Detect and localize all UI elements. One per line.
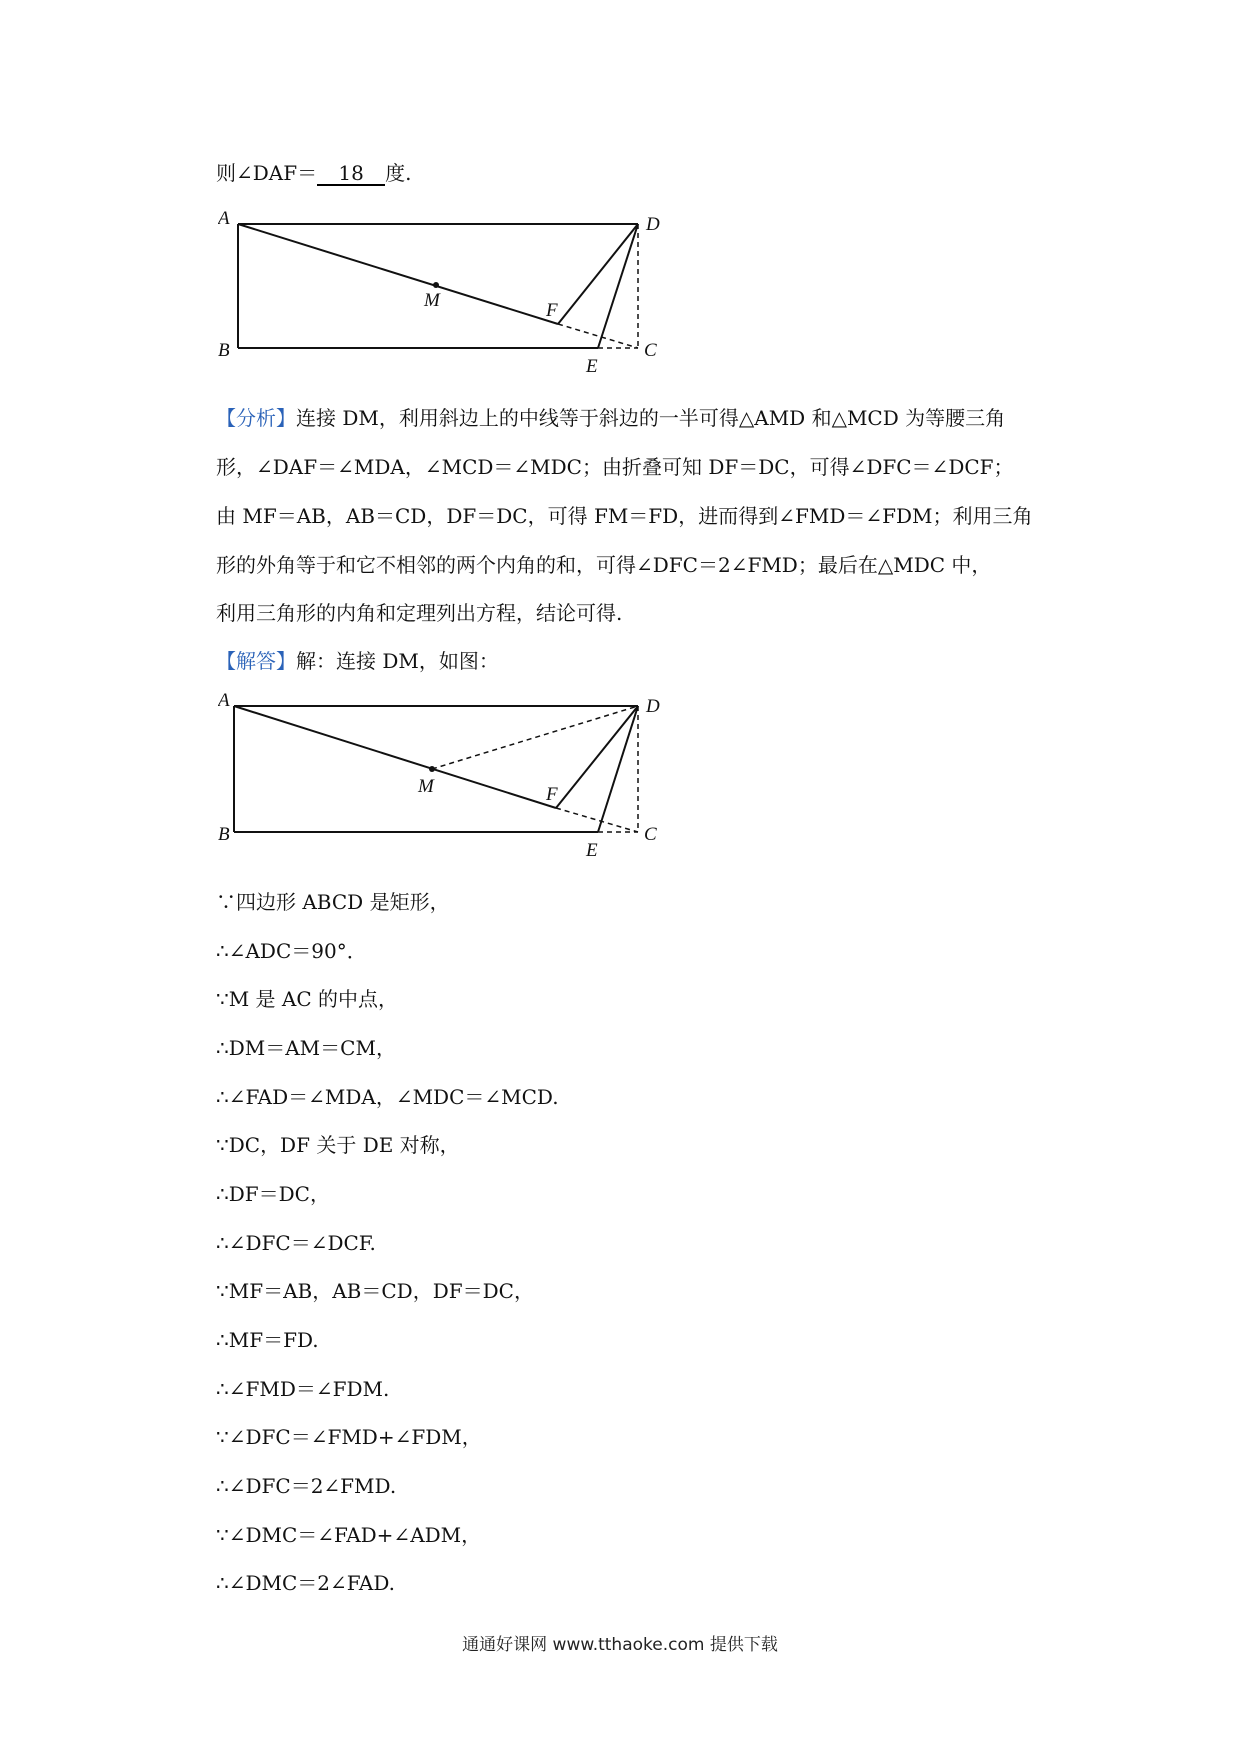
label-f: F: [546, 300, 558, 321]
analysis-line-5: 利用三角形的内角和定理列出方程，结论可得.: [216, 601, 623, 625]
segment-ed: [598, 224, 638, 348]
step-6: ∵DC，DF 关于 DE 对称，: [216, 1133, 460, 1157]
point-m: [433, 282, 439, 288]
step-8: ∴∠DFC＝∠DCF.: [216, 1231, 376, 1255]
step-15: ∴∠DMC＝2∠FAD.: [216, 1571, 396, 1595]
label-a: A: [218, 210, 230, 229]
segment-fd: [556, 706, 638, 808]
segment-af: [234, 706, 556, 808]
answer-blank: 18: [317, 162, 385, 186]
figure-2-diagram: [218, 692, 688, 862]
analysis-line-4: 形的外角等于和它不相邻的两个内角的和，可得∠DFC＝2∠FMD；最后在△MDC 中，: [216, 553, 992, 577]
step-2: ∴∠ADC＝90°．: [216, 939, 367, 963]
label-d: D: [646, 696, 660, 717]
step-11: ∴∠FMD＝∠FDM.: [216, 1377, 390, 1401]
figure-1: [218, 210, 688, 384]
step-4: ∴DM＝AM＝CM，: [216, 1036, 396, 1060]
segment-fc-dashed: [558, 324, 638, 348]
step-9: ∵MF＝AB，AB＝CD，DF＝DC，: [216, 1279, 534, 1303]
analysis-line-3: 由 MF＝AB，AB＝CD，DF＝DC，可得 FM＝FD，进而得到∠FMD＝∠FDM；利用三角: [216, 504, 1033, 528]
analysis-tag: 【分析】: [216, 406, 296, 430]
question-line: [216, 160, 411, 186]
step-12: ∵∠DFC＝∠FMD+∠FDM，: [216, 1425, 482, 1449]
step-5: ∴∠FAD＝∠MDA，∠MDC＝∠MCD.: [216, 1085, 559, 1109]
footer-watermark: 通通好课网 www.tthaoke.com 提供下载: [462, 1635, 778, 1655]
segment-ed: [598, 706, 638, 832]
analysis-text: 连接 DM，利用斜边上的中线等于斜边的一半可得△AMD 和△MCD 为等腰三角: [296, 406, 1006, 430]
solution-intro: 解：连接 DM，如图：: [296, 649, 499, 673]
label-b: B: [218, 340, 230, 361]
question-prefix: 则∠DAF＝: [216, 161, 318, 185]
question-suffix: 度.: [385, 161, 412, 185]
figure-1-diagram: [218, 210, 688, 380]
step-14: ∵∠DMC＝∠FAD+∠ADM，: [216, 1523, 482, 1547]
label-m: M: [418, 776, 434, 797]
label-c: C: [644, 824, 657, 845]
label-b: B: [218, 824, 230, 845]
figure-2: [218, 692, 688, 866]
segment-af: [238, 224, 558, 324]
label-e: E: [586, 356, 598, 377]
step-7: ∴DF＝DC，: [216, 1182, 330, 1206]
solution-line: [216, 648, 499, 674]
segment-md-dashed: [432, 706, 638, 769]
label-d: D: [646, 214, 660, 235]
label-e: E: [586, 840, 598, 861]
label-m: M: [424, 290, 440, 311]
analysis-line-2: 形，∠DAF＝∠MDA，∠MCD＝∠MDC；由折叠可知 DF＝DC，可得∠DFC＝∠DCF；: [216, 455, 1014, 479]
label-a: A: [218, 692, 230, 711]
point-m: [429, 766, 435, 772]
solution-tag: 【解答】: [216, 649, 296, 673]
label-f: F: [546, 784, 558, 805]
step-1: ∵四边形 ABCD 是矩形，: [216, 890, 450, 914]
segment-fc-dashed: [556, 808, 638, 832]
step-13: ∴∠DFC＝2∠FMD.: [216, 1474, 397, 1498]
segment-fd: [558, 224, 638, 324]
analysis-line-1: [216, 405, 1005, 431]
step-10: ∴MF＝FD.: [216, 1328, 319, 1352]
step-3: ∵M 是 AC 的中点，: [216, 987, 399, 1011]
label-c: C: [644, 340, 657, 361]
